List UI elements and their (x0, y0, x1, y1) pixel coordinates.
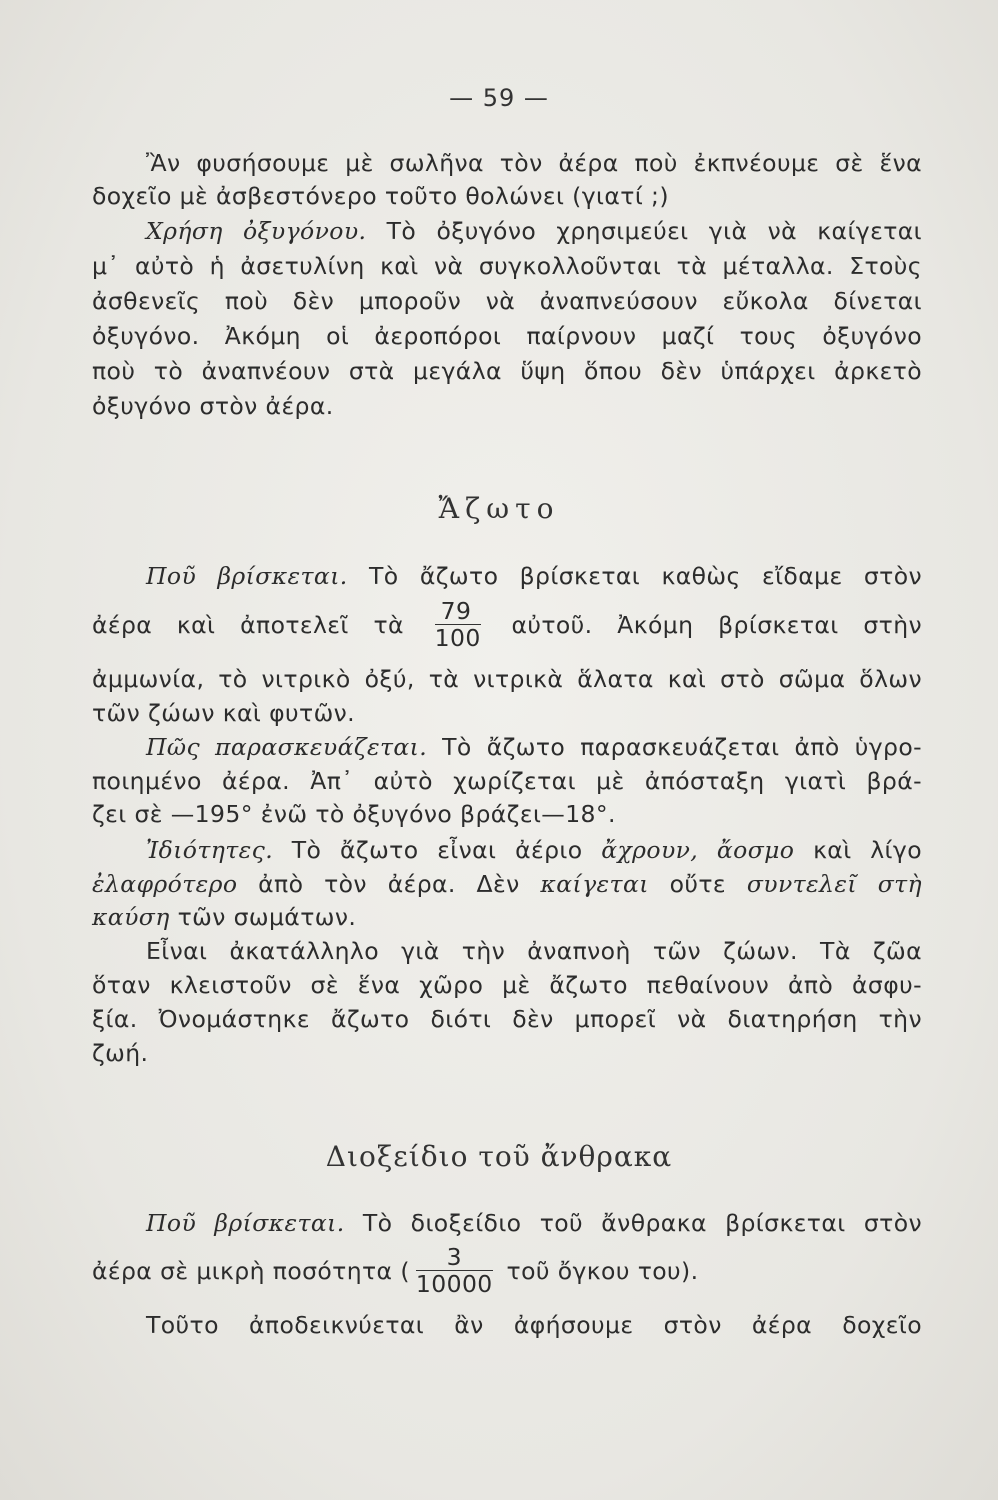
paragraph-lead: Ποῦ βρίσκεται. (146, 1209, 345, 1237)
text-line: ὀξυγόνο στὸν ἀέρα. (92, 392, 334, 420)
text-span: τοῦ ὄγκου του). (506, 1257, 699, 1285)
text-span: Τὸ ἄζωτο βρίσκεται καθὼς εἴδαμε στὸν (369, 562, 923, 590)
text-line-fraction (92, 1240, 698, 1302)
paragraph-lead: Ποῦ βρίσκεται. (146, 562, 348, 590)
page-number: — 59 — (449, 84, 549, 112)
text-line: τῶν ζώων καὶ φυτῶν. (92, 699, 356, 727)
italic-span: καίγεται (540, 870, 649, 898)
paragraph-lead: Ἰδιότητες. (146, 836, 274, 864)
text-line: δοχεῖο μὲ ἀσβεστόνερο τοῦτο θολώνει (γιατί ;) (92, 182, 669, 210)
text-line: ἀμμωνία, τὸ νιτρικὸ ὀξύ, τὰ νιτρικὰ ἅλατα καὶ στὸ σῶμα ὅλων (92, 665, 922, 693)
fraction-numerator: 79 (435, 598, 481, 625)
text-span: Τὸ ὀξυγόνο χρησιμεύει γιὰ νὰ καίγεται (386, 217, 922, 245)
fraction-denominator: 100 (434, 624, 481, 652)
text-line: Εἶναι ἀκατάλληλο γιὰ τὴν ἀναπνοὴ τῶν ζώων. Τὰ ζῶα (146, 937, 922, 965)
text-line (146, 561, 922, 591)
text-span: ἀπὸ τὸν ἀέρα. Δὲν (258, 870, 520, 898)
text-line (146, 216, 922, 246)
paragraph-lead: Χρήση ὀξυγόνου. (146, 217, 367, 245)
text-line: μ᾽ αὐτὸ ἡ ἀσετυλίνη καὶ νὰ συγκολλοῦνται τὰ μέταλλα. Στοὺς (92, 252, 922, 280)
text-line: ποιημένο ἀέρα. Ἀπ᾽ αὐτὸ χωρίζεται μὲ ἀπόσταξη γιατὶ βρά- (92, 767, 922, 795)
fraction-denominator: 10000 (415, 1270, 493, 1298)
text-line (146, 835, 922, 865)
text-line (92, 869, 922, 899)
text-line: ἀσθενεῖς ποὺ δὲν μποροῦν νὰ ἀναπνεύσουν εὔκολα δίνεται (92, 287, 922, 315)
text-line (92, 902, 922, 932)
text-span: ἀέρα σὲ μικρὴ ποσότητα ( (92, 1257, 410, 1285)
text-line: Τοῦτο ἀποδεικνύεται ἂν ἀφήσουμε στὸν ἀέρα δοχεῖο (146, 1311, 922, 1339)
text-line: ξία. Ὀνομάστηκε ἄζωτο διότι δὲν μπορεῖ νὰ διατηρήση τὴν (92, 1005, 922, 1033)
text-span: αὐτοῦ. Ἀκόμη βρίσκεται στὴν (511, 611, 923, 639)
fraction-numerator: 3 (416, 1244, 493, 1271)
text-span: Τὸ ἄζωτο εἶναι ἀέριο (291, 836, 583, 864)
italic-span: συντελεῖ στὴ (746, 870, 923, 898)
text-line-fraction (92, 594, 922, 656)
italic-span: ἐλαφρότερο (92, 870, 238, 898)
text-span: Τὸ διοξείδιο τοῦ ἄνθρακα βρίσκεται στὸν (362, 1209, 922, 1237)
text-span: οὔτε (669, 870, 727, 898)
fraction (435, 598, 481, 651)
italic-span: καύση (92, 903, 170, 931)
text-line: ὅταν κλειστοῦν σὲ ἕνα χῶρο μὲ ἄζωτο πεθαίνουν ἀπὸ ἀσφυ- (92, 971, 922, 999)
text-line: Ἂν φυσήσουμε μὲ σωλῆνα τὸν ἀέρα ποὺ ἐκπνέουμε σὲ ἕνα (146, 149, 922, 177)
text-span: ἀέρα καὶ ἀποτελεῖ τὰ (92, 611, 404, 639)
section-heading-co2: Διοξείδιο τοῦ ἄνθρακα (325, 1140, 673, 1173)
text-line: ποὺ τὸ ἀναπνέουν στὰ μεγάλα ὕψη ὅπου δὲν ὑπάρχει ἀρκετὸ (92, 357, 922, 385)
text-line: ζει σὲ —195° ἐνῶ τὸ ὀξυγόνο βράζει—18°. (92, 800, 616, 828)
text-line (146, 1208, 922, 1238)
text-span: Τὸ ἄζωτο παρασκευάζεται ἀπὸ ὑγρο- (442, 733, 922, 761)
italic-span: ἄχρουν, ἄοσμο (601, 836, 795, 864)
text-line (146, 732, 922, 762)
section-heading-azoto: Ἄζωτο (438, 492, 560, 525)
paragraph-lead: Πῶς παρασκευάζεται. (146, 733, 428, 761)
text-line: ζωή. (92, 1039, 149, 1067)
fraction (416, 1244, 493, 1297)
text-span: τῶν σωμάτων. (177, 903, 357, 931)
text-span: καὶ λίγο (813, 836, 922, 864)
text-line: ὀξυγόνο. Ἀκόμη οἱ ἀεροπόροι παίρνουν μαζί τους ὀξυγόνο (92, 322, 922, 350)
